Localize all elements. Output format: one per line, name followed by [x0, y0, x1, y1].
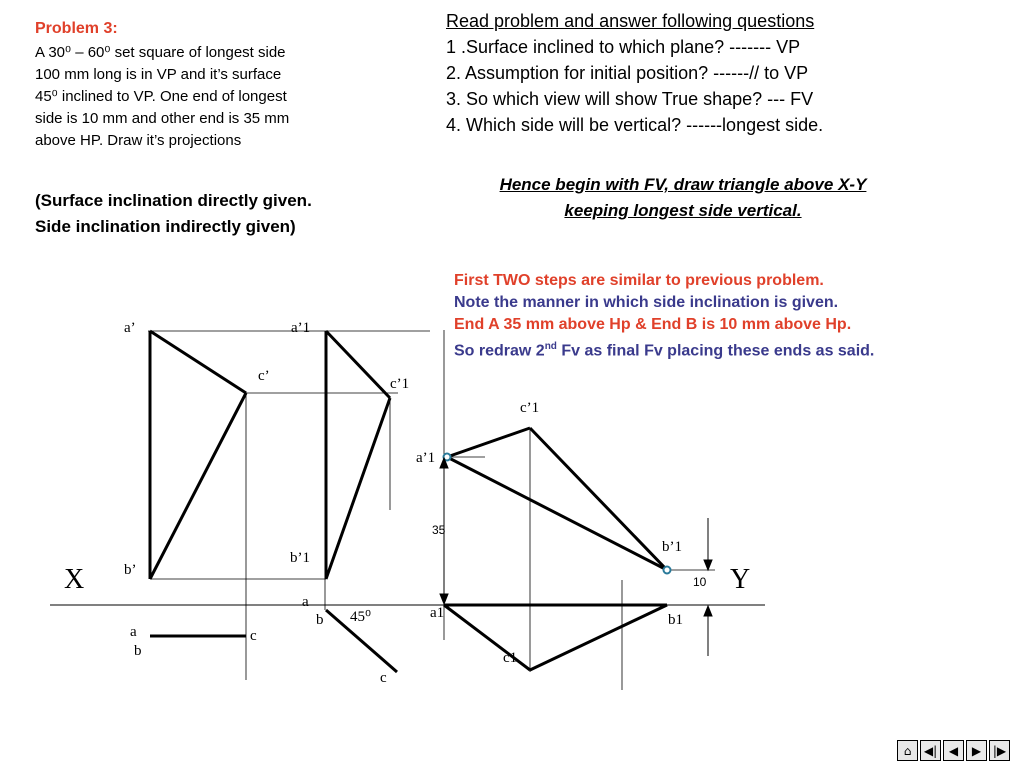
label-a: a [130, 624, 137, 640]
step-line-4-post: Fv as final Fv placing these ends as said. [556, 342, 875, 360]
tv-final-side-cb [530, 605, 667, 670]
step-line-4-pre: So redraw 2 [454, 342, 545, 360]
hence-line-1: Hence begin with FV, draw triangle above X-Y [499, 175, 867, 194]
label-a1-dash-fv2: a’1 [291, 320, 311, 336]
label-b-tv2: b [316, 612, 324, 628]
step-line-3: End A 35 mm above Hp & End B is 10 mm above Hp. [454, 316, 852, 333]
step-line-4-sup: nd [544, 341, 557, 352]
label-dim-10: 10 [693, 575, 707, 589]
problem-line-2: 100 mm long is in VP and it’s surface [35, 66, 282, 83]
label-y: Y [730, 564, 751, 595]
label-c1-tv: c1 [503, 650, 518, 666]
dim-10-arrow-bottom [704, 606, 712, 616]
question-3: 3. So which view will show True shape? --- FV [446, 89, 814, 109]
tv-final-triangle [444, 605, 667, 670]
fv1-triangle [150, 331, 246, 579]
label-dim-35: 35 [432, 523, 446, 537]
prev-icon[interactable]: ◀ [943, 740, 964, 761]
question-1: 1 .Surface inclined to which plane? ------- VP [446, 37, 801, 57]
question-4: 4. Which side will be vertical? ------longest side. [446, 115, 824, 135]
fv2-triangle [326, 331, 390, 579]
label-a-dash: a’ [124, 320, 136, 336]
dim-35-arrow-bottom [440, 594, 448, 604]
label-b1-dash-fv2: b’1 [290, 550, 310, 566]
label-angle: 45⁰ [350, 609, 372, 625]
fv2-side-cb [326, 398, 390, 579]
step-line-2: Note the manner in which side inclination is given. [454, 294, 839, 311]
fv2-side-ac [326, 331, 390, 398]
dim-10-arrow-top [704, 560, 712, 570]
problem-line-1: A 30⁰ – 60⁰ set square of longest side [35, 44, 286, 61]
problem-title: Problem 3: [35, 20, 118, 37]
slide-nav [897, 740, 1010, 764]
label-c1-dash-fv2: c’1 [390, 376, 410, 392]
last-icon[interactable]: |▶ [989, 740, 1010, 761]
fv1-side-ac [150, 331, 246, 393]
first-icon[interactable]: ◀| [920, 740, 941, 761]
label-b1-tv: b1 [668, 612, 683, 628]
fv-final-side-ab [447, 457, 667, 570]
problem-line-5: above HP. Draw it’s projections [35, 132, 242, 149]
label-b1-dash-final: b’1 [662, 539, 682, 555]
step-line-1: First TWO steps are similar to previous problem. [454, 272, 824, 289]
label-a1-dash-final: a’1 [416, 450, 436, 466]
fv-final-side-cb [530, 428, 667, 570]
label-c1-dash-final: c’1 [520, 400, 540, 416]
fv-final-triangle [447, 428, 667, 570]
problem-line-4: side is 10 mm and other end is 35 mm [35, 110, 290, 127]
label-b: b [134, 643, 142, 659]
problem-note-line-1: (Surface inclination directly given. [35, 191, 312, 210]
label-c: c [250, 628, 257, 644]
label-c-dash: c’ [258, 368, 270, 384]
problem-note-line-2: Side inclination indirectly given) [35, 217, 296, 236]
question-2: 2. Assumption for initial position? ------// to VP [446, 63, 809, 83]
questions-heading: Read problem and answer following questions [446, 11, 815, 31]
label-c-tv2: c [380, 670, 387, 686]
hence-line-2: keeping longest side vertical. [564, 201, 802, 220]
label-b-dash: b’ [124, 562, 137, 578]
fv1-side-cb [150, 393, 246, 579]
fv-final-side-ac [447, 428, 530, 457]
label-a1-tv: a1 [430, 605, 445, 621]
home-icon[interactable]: ⌂ [897, 740, 918, 761]
problem-line-3: 45⁰ inclined to VP. One end of longest [35, 88, 287, 105]
label-a-tv2: a [302, 594, 309, 610]
point-b1-marker [664, 567, 671, 574]
next-icon[interactable]: ▶ [966, 740, 987, 761]
label-x: X [64, 564, 85, 595]
